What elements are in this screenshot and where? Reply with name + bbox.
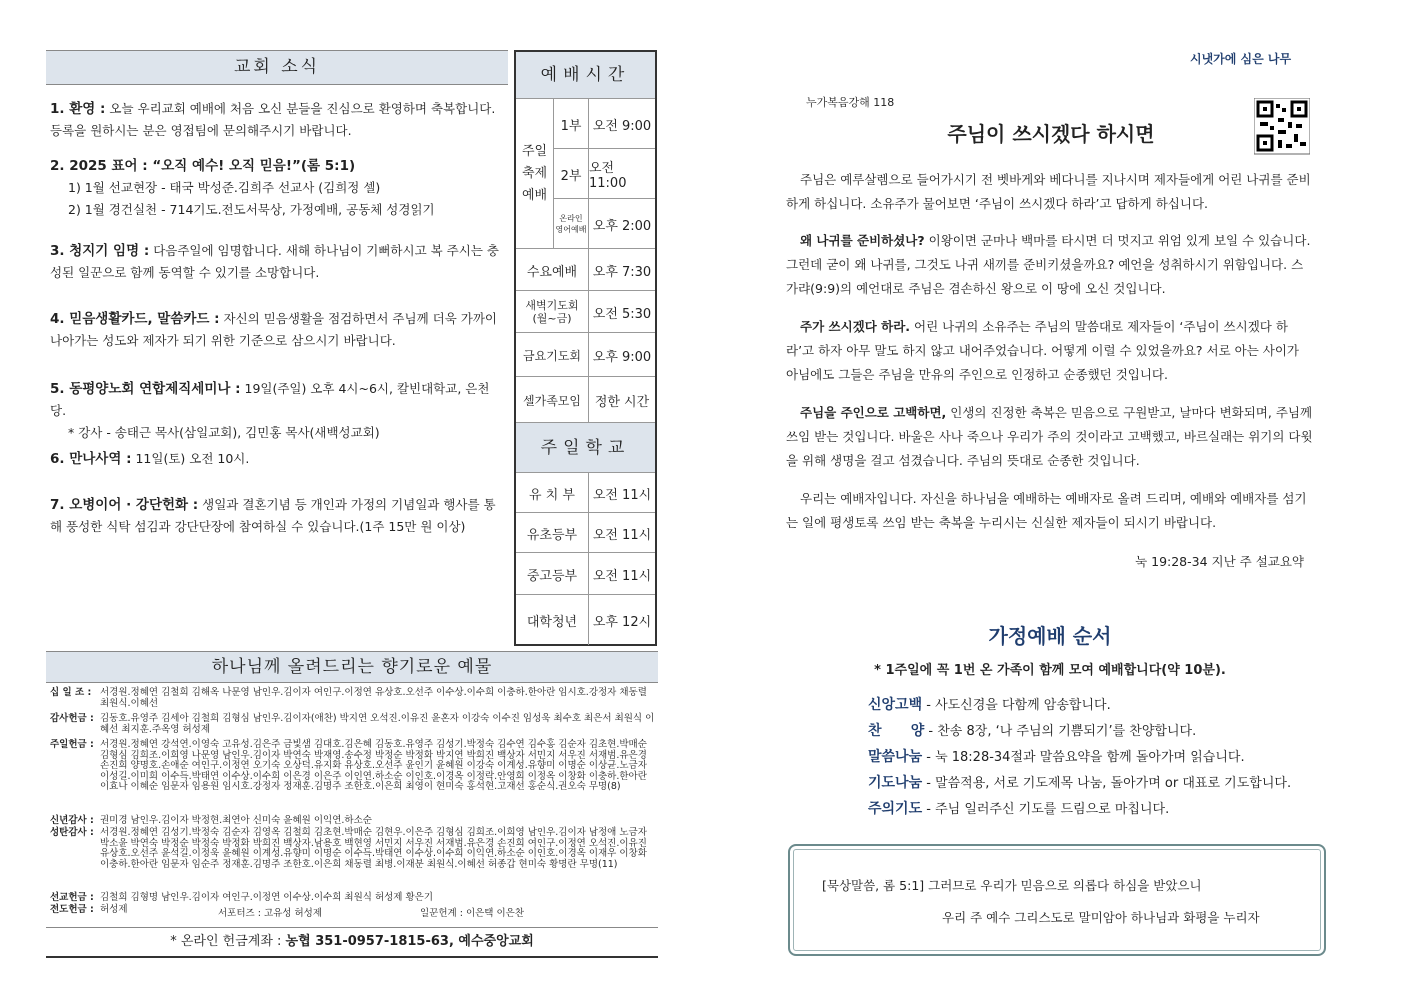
service-label: 1부 xyxy=(554,98,589,149)
offering-row: 전도헌금 : 허성제 xyxy=(50,904,128,915)
news-item: 3. 청지기 임명 : 다음주일에 임명합니다. 새해 하나님이 기뻐하시고 복 주시는 충성된 일꾼으로 함께 동역할 수 있기를 소망합니다. xyxy=(50,243,499,280)
schedule-row: 새벽기도회 (월~금) 오전 5:30 xyxy=(516,290,655,333)
brand-title: 시냇가에 심은 나무 xyxy=(1190,52,1292,66)
family-worship-title: 가정예배 순서 xyxy=(988,624,1112,648)
schedule-header: 예배시간 xyxy=(516,52,655,98)
schedule-row: 중고등부 오전 11시 xyxy=(516,552,655,595)
service-time: 오후 2:00 xyxy=(589,198,655,249)
sunday-label: 주일 축제 예배 xyxy=(516,98,554,249)
news-item: 1. 환영 : 오늘 우리교회 예배에 처음 오신 분들을 진심으로 환영하며 축복합니다. 등록을 원하시는 분은 영접팀에 문의해주시기 바랍니다. xyxy=(50,101,496,138)
family-step: 신앙고백 - 사도신경을 다함께 암송합니다. xyxy=(868,697,1111,713)
meditation-verse-box xyxy=(788,844,1326,956)
schedule-row: 유 치 부 오전 11시 xyxy=(516,472,655,513)
offering-row: 주일헌금 : 서경원.정혜연 강석연.이영숙 고유성.김은주 금빛샘 김대호.김은혜 김동호.유영주 김성기.박정숙 김수연 김수홍 김순자 김초현.박매순 김형심 김희조.이희영 나문영 남인우.김이자 박연숙 박재영.송수정 박정순 박정화 박지연 박희진 백상자 서민지 서우진 서재범.유은경 손진희 양명호.손애순 여인구.이정연 오기숙 오상덕.유지화 유상호.오선주 윤인기 윤혜원 이강숙 이계성.유향미 이명순 이상균.노금자 이성길.이미희 이수득.박태연 이수상.이수희 이은경 이은주 이인연.하소순 이인호.이경옥 이정락.안영희 이정옥 이창화 이충하.한아란 이효나 이혜순 임문자 임용원 임시호.강정자 정재훈.김명주 조한호.이은희 최영이 현미숙 홍석현.고재선 홍순식.권오숙 무명(8) xyxy=(50,739,647,793)
sermon-title: 주님이 쓰시겠다 하시면 xyxy=(947,122,1155,146)
offering-row: 성탄감사 : 서경원.정혜연 김성기.박정숙 김순자 김영옥 김철희 김초현.박매순 김현우.이은주 김형심 김희조.이희영 남인우.김이자 남정애 노금자 박소윤 박연숙 박정순 박정숙 박정화 박희진 백상자.남용호 백현영 서민지 서우진 서재범.유은경 손진희 여인구.이정연 오석진.이유진 유상호.오선주 윤석길.이정욱 윤혜원 이계성.유향미 이명순 이수득.박태연 이수상.이수희 이익연.하소순 이인호.이경옥 이재우 이창화 이충하.한아란 임문자 임순주 정재훈.김명주 조한호.이은희 채동렬 최병.이재분 최원식.이혜선 허종갑 현미숙 황명란 무명(11) xyxy=(50,827,647,870)
schedule-row: 셀가족모임 정한 시간 xyxy=(516,376,655,423)
sermon-paragraph: 주님을 주인으로 고백하면, 인생의 진정한 축복은 믿음으로 구원받고, 날마다 변화되며, 주님께 쓰임 받는 것입니다. 바울은 사나 죽으나 우리가 주의 것이라고 고백했고, 바르실래는 위기의 다윗을 위해 생명을 걸고 섬겼습니다. 주님의 뜻대로 순종한 것입니다. xyxy=(786,405,1313,468)
sermon-paragraph: 주가 쓰시겠다 하라. 어린 나귀의 소유주는 주님의 말씀대로 제자들이 ‘주님이 쓰시겠다 하라’고 하자 아무 말도 하지 않고 내어주었습니다. 어떻게 이럴 수 있었을까요? 서로 아는 사이가 아님에도 그들은 주님을 만유의 주인으로 인정하고 순종했던 것입니다. xyxy=(786,319,1300,382)
schedule-row: 유초등부 오전 11시 xyxy=(516,512,655,553)
offering-header: 하나님께 올려드리는 향기로운 예물 xyxy=(46,651,658,683)
service-time: 오전 9:00 xyxy=(589,98,655,149)
supporters-text: 서포터즈 : 고유성 허성제 xyxy=(218,908,323,919)
offering-row: 감사헌금 : 김동호.유영주 김세아 김철희 김형심 남인우.김이자(애찬) 박지연 오석진.이유진 윤혼자 이강숙 이수진 임성욱 최수호 최은서 최원식 이혜선 최지훈.주옥영 허성제 xyxy=(50,713,655,735)
schedule-row: 대학청년 오후 12시 xyxy=(516,594,655,645)
online-account: * 온라인 헌금계좌 : 농협 351-0957-1815-63, 예수중앙교회 xyxy=(46,927,658,958)
news-item: 2. 2025 표어 : “오직 예수! 오직 믿음!”(롬 5:1) 1) 1월 선교현장 - 태국 박성준.김희주 선교사 (김희정 셀) 2) 1월 경건실천 - 714기도.전도서묵상, 가정예배, 공동체 성경읽기 xyxy=(50,158,435,217)
news-item: 5. 동평양노회 연합제직세미나 : 19일(주일) 오후 4시~6시, 칼빈대학교, 은천당. * 강사 - 송태근 목사(삼일교회), 김민홍 목사(새백성교회) xyxy=(50,381,490,440)
offering-row: 십 일 조 : 서경원.정혜연 김철희 김해옥 나문영 남인우.김이자 여인구.이정연 유상호.오선주 이수상.이수희 이충하.한아란 임시호.강정자 채동렬 최원식.이혜선 xyxy=(50,687,647,709)
sermon-source: 눅 19:28-34 지난 주 설교요약 xyxy=(1135,554,1304,569)
service-label: 온라인 영어예배 xyxy=(554,198,589,249)
family-worship-note: * 1주일에 꼭 1번 온 가족이 함께 모여 예배합니다(약 10분). xyxy=(874,663,1226,678)
verse-line: [묵상말씀, 롬 5:1] 그러므로 우리가 믿음으로 의롭다 하심을 받았으니 xyxy=(822,878,1202,893)
service-time: 오전 11:00 xyxy=(589,148,655,199)
verse-line: 우리 주 예수 그리스도로 말미암아 하나님과 화평을 누리자 xyxy=(942,910,1260,925)
workers-text: 일꾼헌계 : 이은택 이은찬 xyxy=(420,908,525,919)
service-label: 2부 xyxy=(554,148,589,199)
family-step: 찬 양 - 찬송 8장, ‘나 주님의 기쁨되기’를 찬양합니다. xyxy=(868,723,1197,739)
family-step: 말씀나눔 - 눅 18:28-34절과 말씀요약을 함께 돌아가며 읽습니다. xyxy=(868,749,1245,765)
sermon-paragraph: 주님은 예루살렘으로 들어가시기 전 벳바게와 베다니를 지나시며 제자들에게 어린 나귀를 준비하게 하십니다. 소유주가 물어보면 ‘주님이 쓰시겠다 하라’고 답하게 하십니다. xyxy=(786,172,1311,211)
sermon-paragraph: 우리는 예배자입니다. 자신을 하나님을 예배하는 예배자로 올려 드리며, 예배와 예배자를 섬기는 일에 평생토록 쓰임 받는 축복을 누리시는 신실한 제자들이 되시기 바랍니다. xyxy=(786,491,1307,530)
schedule-row: 수요예배 오후 7:30 xyxy=(516,248,655,291)
sunday-school-header: 주일학교 xyxy=(516,422,655,473)
family-step: 주의기도 - 주님 일러주신 기도를 드림으로 마칩니다. xyxy=(868,801,1170,817)
sermon-series: 누가복음강해 118 xyxy=(806,96,895,109)
worship-schedule-table xyxy=(514,50,657,646)
sermon-paragraph: 왜 나귀를 준비하셨나? 이왕이면 군마나 백마를 타시면 더 멋지고 위엄 있게 보일 수 있습니다. 그런데 굳이 왜 나귀를, 그것도 나귀 새끼를 준비키셨을까요? 예언을 성취하시기 위함입니다. 스가랴(9:9)의 예언대로 주님은 겸손하신 왕으로 이 땅에 오신 것입니다. xyxy=(786,233,1311,296)
offering-row: 선교헌금 : 김철희 김형명 남인우.김이자 여인구.이정연 이수상.이수희 최원식 허성제 황은기 xyxy=(50,892,434,903)
schedule-row: 금요기도회 오후 9:00 xyxy=(516,332,655,377)
qr-code-icon[interactable] xyxy=(1254,98,1310,158)
family-step: 기도나눔 - 말씀적용, 서로 기도제목 나눔, 돌아가며 or 대표로 기도합니다. xyxy=(868,775,1292,791)
news-item: 4. 믿음생활카드, 말씀카드 : 자신의 믿음생활을 점검하면서 주님께 더욱 가까이 나아가는 성도와 제자가 되기 위한 기준으로 삼으시기 바랍니다. xyxy=(50,311,497,348)
news-header: 교회 소식 xyxy=(46,50,508,85)
news-item: 7. 오병이어 · 강단헌화 : 생일과 결혼기념 등 개인과 가정의 기념일과 행사를 통해 풍성한 식탁 섬김과 강단단장에 참여하실 수 있습니다.(1주 15만 원 이상) xyxy=(50,497,496,534)
offering-row: 신년감사 : 권미경 남인우.김이자 박정현.최연아 신미숙 윤혜원 이익연.하소순 xyxy=(50,815,372,826)
news-item: 6. 만나사역 : 11일(토) 오전 10시. xyxy=(50,451,250,467)
